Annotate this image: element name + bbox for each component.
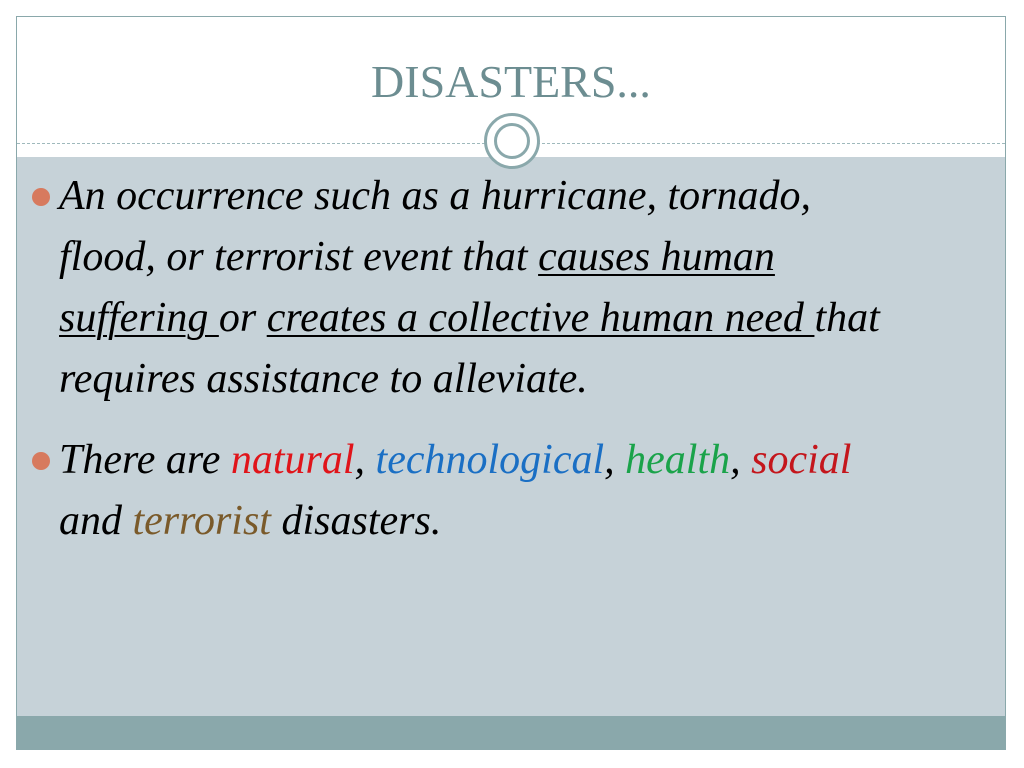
- type-health: health: [625, 437, 731, 483]
- separator: ,: [730, 437, 752, 483]
- bullet-list: [32, 166, 892, 552]
- bullet-item-types: [32, 430, 892, 552]
- type-natural: natural: [230, 437, 355, 483]
- conjunction-and: and: [59, 498, 133, 544]
- bottom-accent-bar: [17, 716, 1005, 750]
- conjunction-or: or: [218, 295, 267, 341]
- separator: ,: [354, 437, 376, 483]
- separator: ,: [604, 437, 626, 483]
- bullet-dot-icon: [32, 188, 50, 206]
- type-technological: technological: [375, 437, 605, 483]
- underlined-phrase-need: creates a collective human need: [266, 295, 815, 341]
- definition-text: An occurrence such as a hurricane, tornado, flood, or terrorist event that: [59, 173, 811, 280]
- circle-ornament-inner: [494, 123, 530, 159]
- type-terrorist: terrorist: [132, 498, 271, 544]
- bullet-item-definition: [32, 166, 892, 410]
- underlined-phrase-suffering: causes human suffering: [59, 234, 775, 341]
- slide-title: DISASTERS...: [371, 56, 651, 107]
- bullet-dot-icon: [32, 452, 50, 470]
- types-ending: disasters.: [270, 498, 442, 544]
- type-social: social: [751, 437, 852, 483]
- types-intro: There are: [59, 437, 231, 483]
- circle-ornament-icon: [484, 113, 540, 169]
- definition-ending: that requires assistance to alleviate.: [59, 295, 880, 402]
